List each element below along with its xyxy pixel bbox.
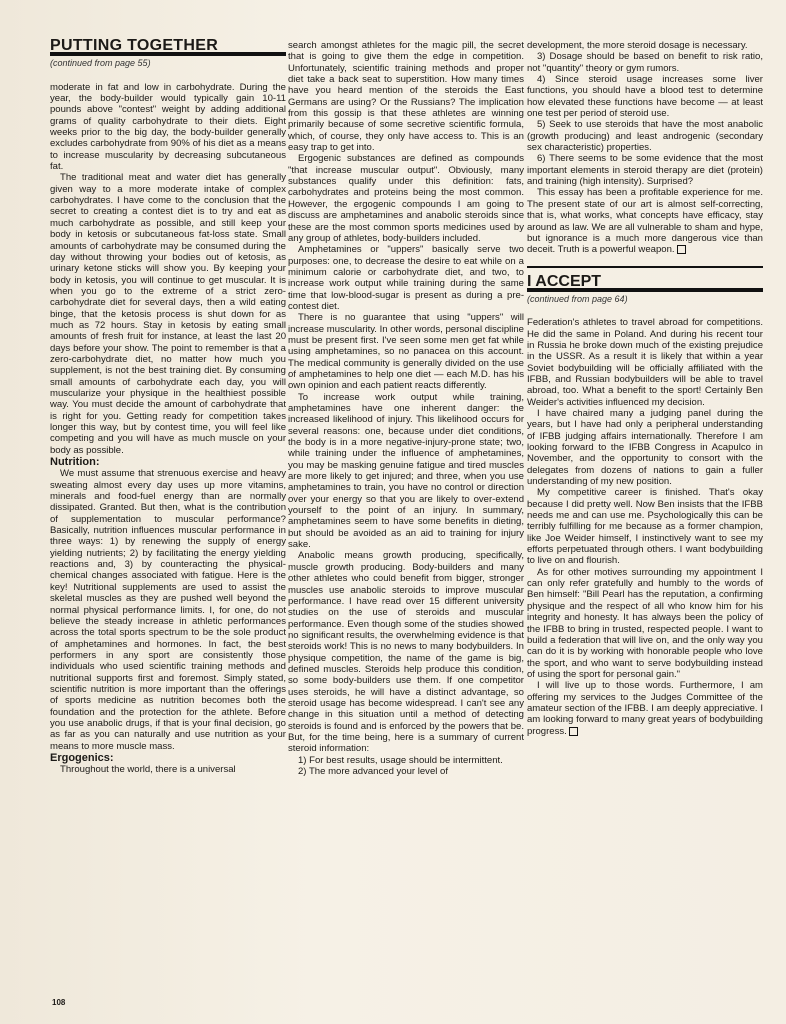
paragraph: Ergogenic substances are defined as compounds "that increase muscular output". Obviously, many substances qualify under this definition: fats, carbohydrates and proteins being the most common. However, the ergogenic compounds I am going to discuss are amphetamines and anabolic steroids since these are the most common sports medicines used by any group of athletes, body-builders included. (288, 153, 524, 244)
paragraph-closing (527, 680, 763, 737)
list-item: 5) Seek to use steroids that have the most anabolic (growth producing) and least androgenic (secondary sex characteristic) properties. (527, 119, 763, 154)
paragraph: I have chaired many a judging panel during the years, but I have had only a peripheral understanding of IFBB judging affairs internationally. Therefore I am looking forward to the IFBB Congress in Acapulco in November, and the opportunity to consort with the delegates from dozens of nations to gain a fuller understanding of my new position. (527, 407, 763, 488)
end-mark-icon (569, 727, 578, 736)
paragraph: There is no guarantee that using "uppers" will increase muscularity. In other words, personal discipline must be present first. I've seen some men get fat while using amphetamines, so no panacea on this account. The medical community is generally divided on the use of amphetamines to help one diet — each M.D. has his own opinion and each patient reacts differently. (288, 312, 524, 392)
continued-note: (continued from page 64) (527, 293, 628, 304)
paragraph: Amphetamines or "uppers" basically serve two purposes: one, to decrease the desire to eat while on a minimum calorie or carbohydrate diet, and two, to increase work output while training during the same time that low-blood-sugar is present as during a pre-contest diet. (288, 244, 524, 312)
paragraph: As for other motives surrounding my appointment I can only refer gratefully and humbly to the words of Ben himself: "Bill Pearl has the reputation, a confirming physique and the respect of all who know him for his integrity and honesty. It has always been the policy of the IFBB to bring in trusted, respected people. I want to build a federation that will live on, and the only way you can do it is by working with honorable people who love the sport, and who want to serve bodybuilding instead of using the sport for personal gain." (527, 566, 763, 680)
paragraph: My competitive career is finished. That's okay because I did pretty well. Now Ben insists that the IFBB needs me and can use me. Psychologically this can be terribly fulfilling for me because as a former champion, like Joe Weider himself, I instinctively want to see my efforts perpetuated through others. I want bodybuilding to live on and flourish. (527, 487, 763, 567)
subhead-ergogenics: Ergogenics: (50, 751, 114, 764)
article-title-i-accept: I ACCEPT (527, 276, 763, 292)
list-item: 3) Dosage should be based on benefit to risk ratio, not "quantity" theory or gym rumors. (527, 51, 763, 74)
paragraph-closing (527, 187, 763, 255)
paragraph-text: I will live up to those words. Furthermore, I am offering my services to the Judges Committee of the amateur section of the IFBB. I am deeply appreciative. I am looking forward to many great years of bodybuilding progress. (527, 680, 763, 737)
paragraph: moderate in fat and low in carbohydrate. During the year, the body-builder would typically gain 10-11 pounds above "contest" weight by adding additional grams of quality carbohydrate to their diets. Eight weeks prior to the big day, the body-builder generally excludes carbohydrate from 90% of his diet as a means to increase muscularity by decreasing subcutaneous fat. (50, 81, 286, 173)
list-item: development, the more steroid dosage is necessary. (527, 40, 748, 51)
list-item: 2) The more advanced your level of (298, 766, 449, 777)
paragraph-text: This essay has been a profitable experience for me. The present state of our art is almost self-correcting, that is, what works, what concepts have efficacy, stay around as law. We are all vulnerable to sham and hype, but ignorance is a much more dangerous vice than deceit. Truth is a powerful weapon. (527, 187, 763, 256)
list-item: 6) There seems to be some evidence that the most important elements in steroid therapy are diet (protein) and training (high intensity). Surprised? (527, 153, 763, 188)
paragraph: We must assume that strenuous exercise and heavy sweating almost every day uses up more vitamins, minerals and food-fuel energy than are normally dissipated. Granted. But then, what is the contribution of supplementation to muscular performance? Basically, nutrition influences muscular performance in three ways: 1) by renewing the supply of energy yielding nutrients; 2) by facilitating the energy yielding reactions and, 3) by counteracting the physical-chemical changes associated with fatigue. Here is the key! Nutritional supplements are used to assist the skeletal muscles as they are pushed well beyond the normal physical performance limits. I, for one, do not believe the steady increase in athletic performances across the total sports spectrum to be the sole product of amphetamines and hormones. In fact, the best performers in any sport are consistently those individuals who used scientific training methods and nutritional supports first and foremost. Simply stated, scientific nutrition is more important than the offerings of sports medicine as nutrition becomes both the foundation and the protection for the athlete. Before you use anabolic drugs, if that is your final decision, go as far as you can naturally and use nutrition as your means to more muscle mass. (50, 468, 286, 752)
list-item: 1) For best results, usage should be intermittent. (298, 754, 503, 766)
continued-note: (continued from page 55) (50, 58, 151, 69)
paragraph: Anabolic means growth producing, specifically, muscle growth producing. Body-builders and many other athletes who could benefit from bigger, stronger muscles use anabolic steroids to improve muscular performance. I have read over 15 different university studies on the use of steroids and muscular performance. Even though some of the studies showed no significant results, the overwhelming evidence is that steroids work! This is no news to many bodybuilders. In physique competition, the name of the game is big, defined muscles. Steroids help produce this condition, so some body-builders use them. If one competitor uses steroids, he will have a distinct advantage, so steroid usage has become widespread. I can't see any change in this situation until a method of detecting steroids is found and is enforced by the powers that be. But, for the time being, here is a summary of current steroid information: (288, 550, 524, 755)
column-1 (50, 37, 286, 776)
article-title-putting-together: PUTTING TOGETHER (50, 40, 286, 56)
divider (527, 266, 763, 268)
paragraph: Federation's athletes to travel abroad for competitions. He did the same in Poland. And during his recent tour in Russia he broke down much of the existing prejudice in the USSR. As a result it is likely that within a year Soviet bodybuilding will be officially affiliated with the IFBB, and Russian bodybuilders will be able to travel abroad, too. What a benefit to the sport! Certainly Ben Weider's activities influenced my decision. (527, 317, 763, 408)
paragraph: search amongst athletes for the magic pill, the secret that is going to give them the edge in competition. Unfortunately, scientific training methods and proper diet take a back seat to superstition. How many times have you heard mention of the steroids the East Germans are using? Or the Russians? The implication from this gossip is that these athletes are winning primarily because of some secretive scientific formula, which, of course, they only have access to. This is an easy trap to get into. (288, 40, 524, 154)
column-3 (527, 40, 763, 737)
subhead-nutrition: Nutrition: (50, 456, 100, 469)
paragraph: To increase work output while training, amphetamines have one inherent danger: the increased likelihood of injury. This likelihood occurs for several reasons: one, because under diet conditions, the body is in a more negative-injury-prone state; two, while training under the influence of amphetamines, you may be masking genuine fatigue and tired muscles are more likely to get injured; and three, when you use amphetamines to train, you have no control or direction over your energy so that you are likely to over-extend yourself to the point of an injury. In summary, amphetamines seem to have some benefits in dieting, but should be avoided as an aid to training for injury sake. (288, 391, 524, 551)
end-mark-icon (677, 245, 686, 254)
page-number: 108 (52, 998, 66, 1007)
paragraph: The traditional meat and water diet has generally given way to a more moderate intake of complex carbohydrates. I have come to the conclusion that the secret to creating a contest diet is to try and eat as much carbohydrate as possible, and still keep your body in ketosis or subcutaneous fat-loss state. Small amounts of carbohydrate may be consumed during the day without throwing your bodies out of ketosis, as urinary ketone sticks will show you. By keeping your body in ketosis, you will continue to get muscular. It is when you go to the extreme of a strict zero-carbohydrate diet for several days, then a wild eating binge, that the ketosis process is shut down for as much as 72 hours. Stay in ketosis by eating small amounts of fresh fruit for instance, at least the last 20 days before your show. The point to remember is that a zero-carbohydrate diet, no matter how much you supplement, is not the best training diet. By consuming small amounts of carbohydrate each day, you will muscularize your physique in the healthiest possible way. You must decide the amount of carbohydrate that is right for you. Getting ready for competition takes longer this way, but by contest time, you will feel like competing and you will have as much muscle on your body as possible. (50, 172, 286, 456)
list-item: 4) Since steroid usage increases some liver functions, you should have a blood test to determine how elevated these functions have become — at least one test per period of steroid use. (527, 74, 763, 120)
column-2 (288, 40, 524, 777)
paragraph: Throughout the world, there is a universal (60, 764, 236, 776)
